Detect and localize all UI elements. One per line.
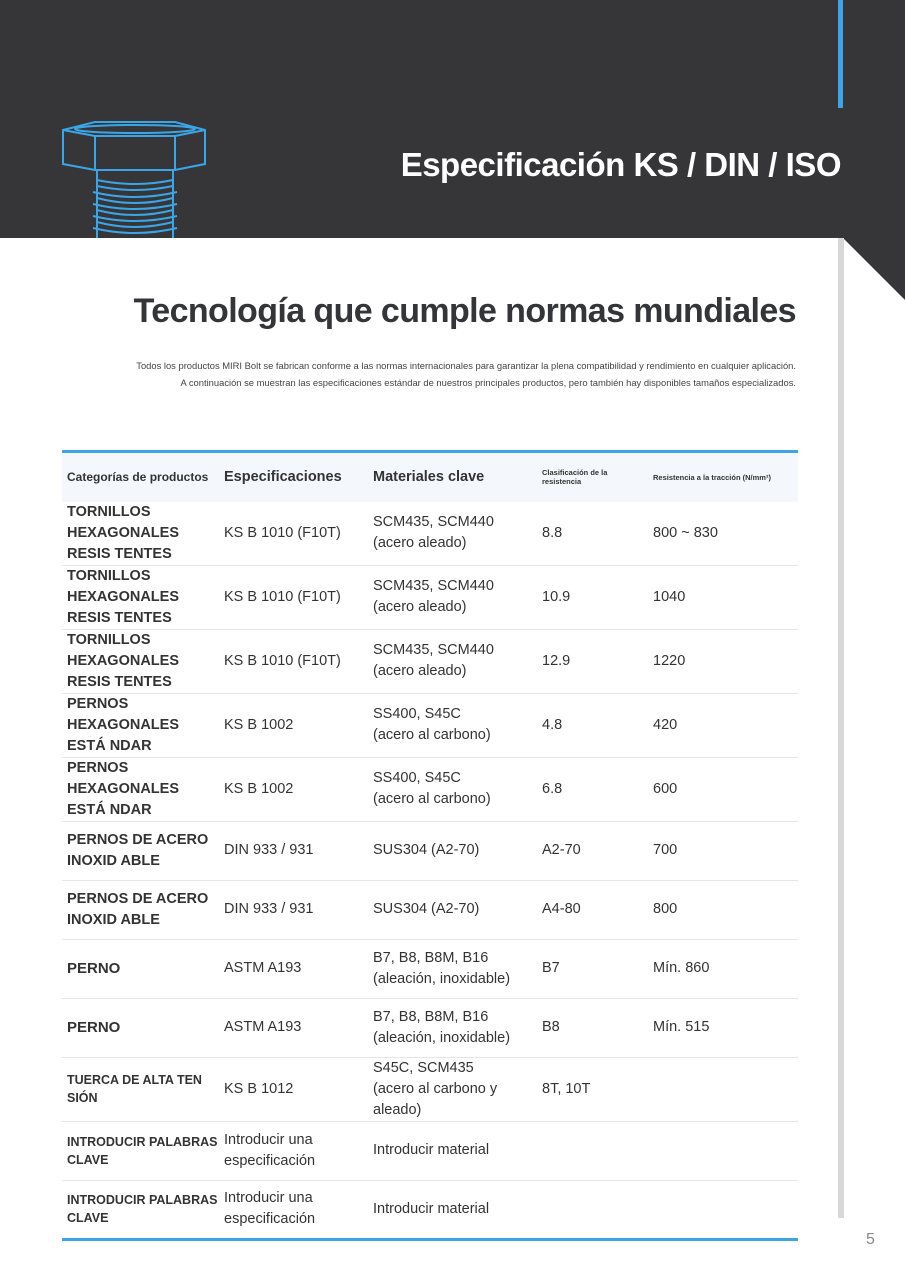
material-cell: S45C, SCM435 (acero al carbono y aleado) (373, 1059, 498, 1118)
spec-cell: DIN 933 / 931 (224, 901, 314, 917)
tensile-cell: 700 (653, 842, 678, 858)
tensile-cell: Mín. 860 (653, 960, 710, 976)
material-cell: SCM435, SCM440 (acero aleado) (373, 514, 494, 551)
header-title: Especificación KS / DIN / ISO (400, 146, 841, 183)
tensile-cell: 600 (653, 780, 678, 797)
accent-bar (838, 0, 843, 108)
table-row (62, 821, 798, 880)
tensile-cell: 800 ~ 830 (653, 524, 718, 541)
table-row (62, 1180, 798, 1239)
page-edge (838, 238, 844, 1218)
material-cell: Introducir material (373, 1200, 490, 1217)
table-row (62, 998, 798, 1057)
table-row (62, 757, 798, 821)
table-row (62, 1057, 798, 1121)
strength-class-cell: 8.8 (542, 524, 563, 541)
tensile-cell: 800 (653, 901, 678, 917)
strength-class-cell (537, 1180, 648, 1239)
page-corner-fold (843, 238, 905, 300)
column-header-category: Categorías de productos (67, 470, 209, 485)
strength-class-cell: B8 (542, 1019, 560, 1035)
material-cell: SCM435, SCM440 (acero aleado) (373, 578, 494, 615)
column-header-spec: Especificaciones (224, 469, 342, 486)
material-cell: SS400, S45C (acero al carbono) (373, 706, 491, 743)
spec-cell: Introducir una especificación (224, 1190, 316, 1227)
material-cell: B7, B8, B8M, B16 (aleación, inoxidable) (373, 949, 511, 987)
intro-line: A continuación se muestran las especificaciones estándar de nuestros principales productos, pero también hay disponibles tamaños especializados. (180, 377, 796, 388)
spec-cell: Introducir una especificación (224, 1131, 316, 1169)
spec-table (62, 450, 798, 1241)
tensile-cell: Mín. 515 (653, 1019, 710, 1035)
column-header-strength-class: Clasificación de la resistencia (542, 468, 608, 487)
spec-cell: KS B 1010 (F10T) (224, 524, 341, 541)
table-header-row (62, 452, 798, 502)
material-cell: B7, B8, B8M, B16 (aleación, inoxidable) (373, 1008, 511, 1046)
category-cell: PERNOS DE ACERO INOXID ABLE (67, 890, 209, 928)
spec-cell: ASTM A193 (224, 960, 302, 976)
spec-cell: KS B 1002 (224, 780, 294, 797)
table-row (62, 502, 798, 566)
intro-text (76, 357, 796, 391)
category-cell: TORNILLOS HEXAGONALES RESIS TENTES (67, 503, 179, 562)
category-cell: INTRODUCIR PALABRAS CLAVE (67, 1134, 218, 1167)
strength-class-cell (537, 1121, 648, 1180)
tensile-cell: 1220 (653, 652, 686, 669)
material-cell: SS400, S45C (acero al carbono) (373, 770, 491, 807)
table-row (62, 565, 798, 629)
category-cell: PERNO (67, 960, 121, 977)
spec-cell: KS B 1010 (F10T) (224, 652, 341, 669)
strength-class-cell: A2-70 (542, 842, 581, 858)
table-row (62, 880, 798, 939)
spec-cell: DIN 933 / 931 (224, 842, 314, 858)
spec-cell: KS B 1010 (F10T) (224, 588, 341, 605)
header-band (0, 0, 905, 238)
main-title: Tecnología que cumple normas mundiales (133, 292, 796, 330)
tensile-cell: 1040 (653, 588, 686, 605)
intro-line: Todos los productos MIRI Bolt se fabrican conforme a las normas internacionales para garantizar la plena compatibilidad y rendimiento en cualquier aplicación. (136, 360, 796, 371)
spec-cell: KS B 1012 (224, 1080, 294, 1097)
strength-class-cell: B7 (542, 960, 560, 976)
strength-class-cell: 6.8 (542, 780, 563, 797)
category-cell: TORNILLOS HEXAGONALES RESIS TENTES (67, 567, 179, 626)
spec-cell: KS B 1002 (224, 716, 294, 733)
category-cell: PERNOS HEXAGONALES ESTÁ NDAR (67, 695, 179, 754)
strength-class-cell: 10.9 (542, 588, 571, 605)
column-header-tensile: Resistencia a la tracción (N/mm²) (653, 472, 771, 482)
category-cell: PERNOS HEXAGONALES ESTÁ NDAR (67, 759, 179, 818)
material-cell: SUS304 (A2-70) (373, 842, 480, 858)
column-header-material: Materiales clave (373, 469, 485, 486)
table-row (62, 629, 798, 693)
category-cell: PERNOS DE ACERO INOXID ABLE (67, 831, 209, 869)
category-cell: TUERCA DE ALTA TEN SIÓN (67, 1073, 202, 1105)
strength-class-cell: 12.9 (542, 652, 571, 669)
tensile-cell: 420 (653, 716, 678, 733)
bolt-outline-icon (55, 118, 215, 238)
tensile-cell (648, 1121, 798, 1180)
tensile-cell (648, 1057, 798, 1121)
strength-class-cell: 8T, 10T (542, 1080, 591, 1097)
spec-cell: ASTM A193 (224, 1019, 302, 1035)
category-cell: INTRODUCIR PALABRAS CLAVE (67, 1193, 218, 1225)
strength-class-cell: A4-80 (542, 901, 581, 917)
strength-class-cell: 4.8 (542, 716, 563, 733)
category-cell: PERNO (67, 1019, 121, 1036)
material-cell: Introducir material (373, 1142, 490, 1158)
category-cell: TORNILLOS HEXAGONALES RESIS TENTES (67, 631, 179, 690)
material-cell: SUS304 (A2-70) (373, 901, 480, 917)
table-row (62, 1121, 798, 1180)
page-number: 5 (866, 1231, 875, 1248)
tensile-cell (648, 1180, 798, 1239)
material-cell: SCM435, SCM440 (acero aleado) (373, 642, 494, 679)
table-row (62, 939, 798, 998)
table-row (62, 693, 798, 757)
